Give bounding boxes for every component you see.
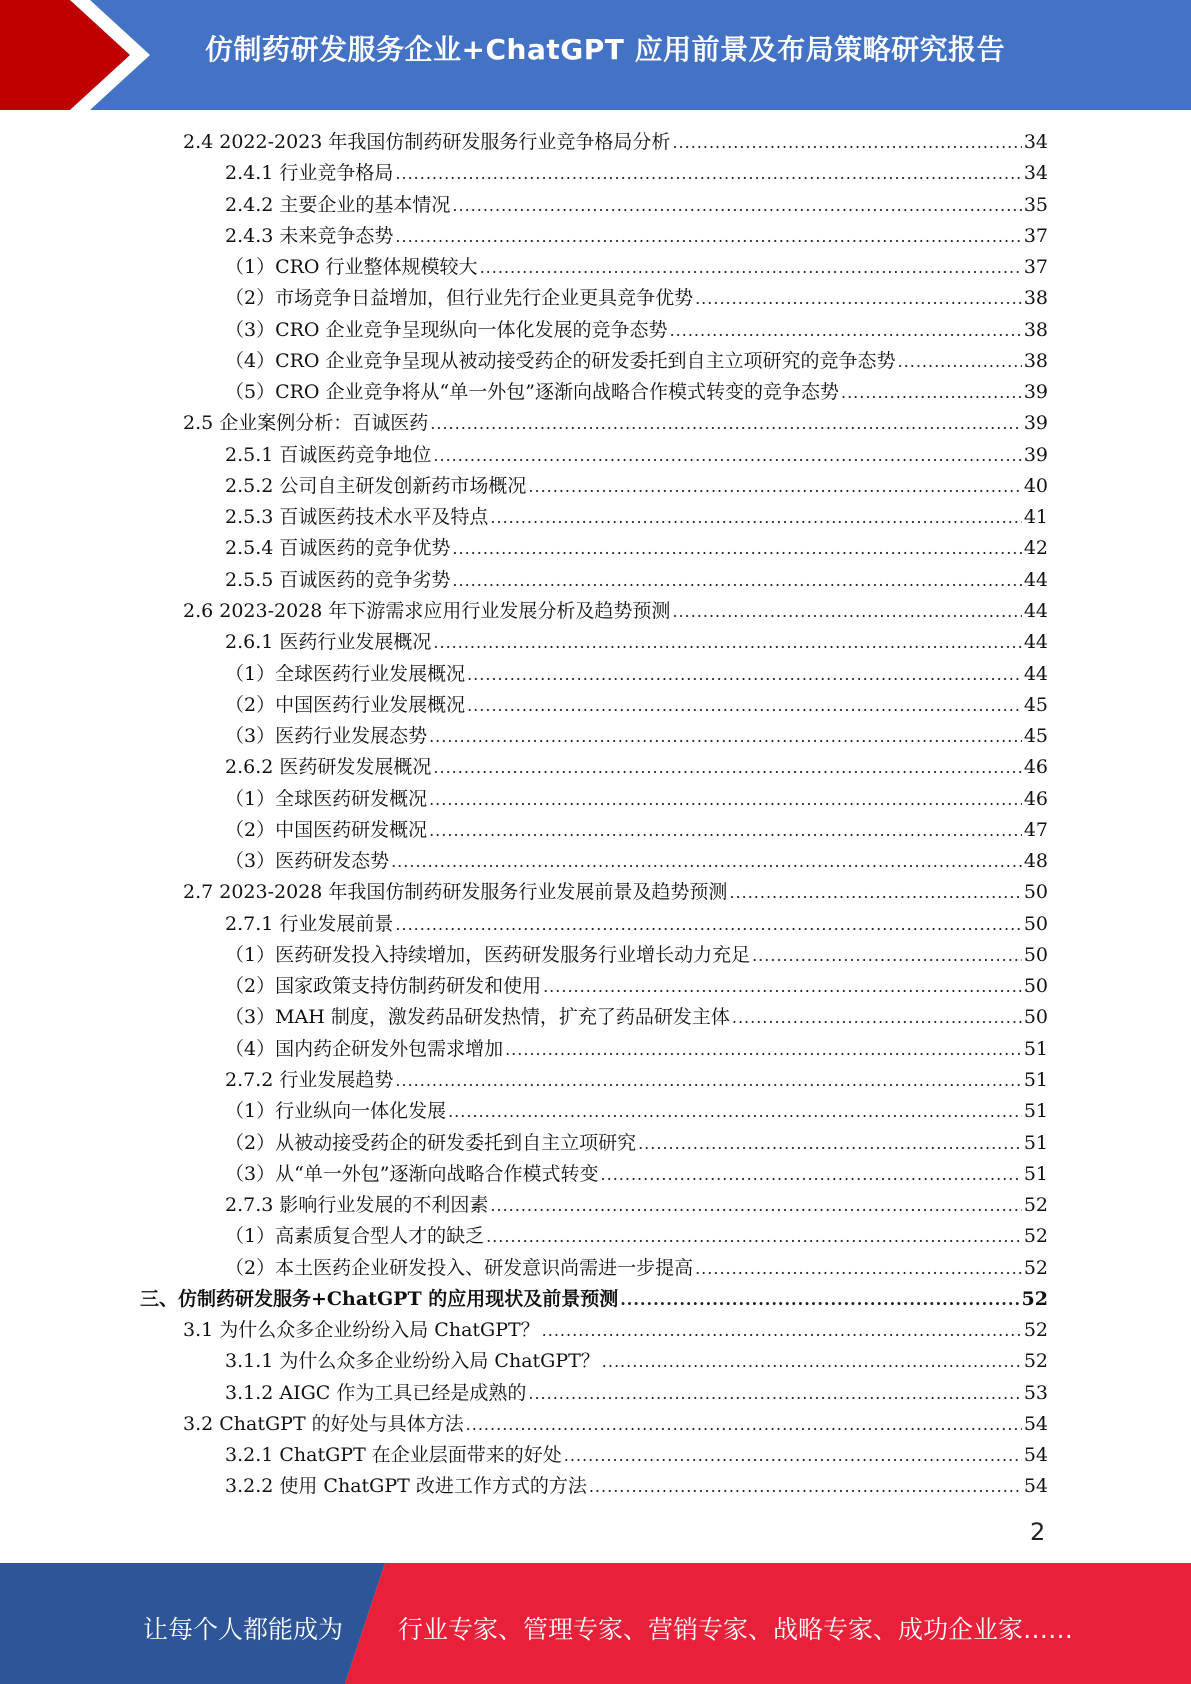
report-title: 仿制药研发服务企业+ChatGPT 应用前景及布局策略研究报告 [205, 33, 1006, 66]
toc-entry-title: （3）从“单一外包”逐渐向战略合作模式转变 [225, 1162, 599, 1185]
toc-entry-page: 45 [1023, 725, 1048, 748]
report-header [0, 0, 1191, 110]
toc-entry-page: 37 [1023, 256, 1048, 279]
toc-entry[interactable] [140, 565, 1048, 596]
toc-entry-page: 50 [1023, 975, 1048, 998]
toc-dot-leader [466, 1409, 1022, 1440]
toc-dot-leader [433, 440, 1021, 471]
toc-entry-title: 2.7 2023-2028 年我国仿制药研发服务行业发展前景及趋势预测 [183, 881, 728, 904]
toc-entry[interactable] [140, 471, 1048, 502]
toc-entry-page: 48 [1023, 850, 1048, 873]
toc-dot-leader [602, 1346, 1022, 1377]
toc-entry[interactable] [140, 1346, 1048, 1377]
toc-dot-leader [752, 940, 1022, 971]
toc-entry[interactable] [140, 502, 1048, 533]
toc-entry-page: 54 [1023, 1475, 1048, 1498]
toc-entry[interactable] [140, 1315, 1048, 1346]
toc-entry[interactable] [140, 1253, 1048, 1284]
toc-entry-page: 50 [1023, 881, 1048, 904]
toc-entry[interactable] [140, 1221, 1048, 1252]
toc-entry[interactable] [140, 596, 1048, 627]
toc-dot-leader [395, 221, 1021, 252]
toc-entry[interactable] [140, 158, 1048, 189]
toc-entry[interactable] [140, 1034, 1048, 1065]
toc-dot-leader [490, 502, 1021, 533]
toc-entry-page: 52 [1023, 1256, 1048, 1279]
toc-entry-page: 50 [1023, 1006, 1048, 1029]
toc-entry-page: 39 [1023, 412, 1048, 435]
toc-entry-title: （1）行业纵向一体化发展 [225, 1100, 447, 1123]
header-red-arrow-icon [0, 0, 150, 110]
toc-dot-leader [564, 1440, 1022, 1471]
toc-entry-title: 3.1 为什么众多企业纷纷入局 ChatGPT？ [183, 1319, 540, 1342]
toc-entry-title: （1）CRO 行业整体规模较大 [225, 256, 478, 279]
toc-dot-leader [542, 1315, 1022, 1346]
toc-entry-title: 2.5.5 百诚医药的竞争劣势 [225, 568, 451, 591]
toc-entry-title: （2）中国医药行业发展概况 [225, 693, 466, 716]
toc-entry-title: 2.5.3 百诚医药技术水平及特点 [225, 506, 489, 529]
toc-entry-page: 51 [1023, 1131, 1048, 1154]
toc-entry-title: （2）本土医药企业研发投入、研发意识尚需进一步提高 [225, 1256, 694, 1279]
toc-entry[interactable] [140, 1065, 1048, 1096]
toc-dot-leader [638, 1128, 1022, 1159]
toc-dot-leader [429, 721, 1022, 752]
toc-entry-page: 38 [1023, 287, 1048, 310]
toc-dot-leader [429, 815, 1022, 846]
toc-dot-leader [505, 1034, 1022, 1065]
toc-entry-page: 34 [1023, 162, 1048, 185]
toc-entry-page: 52 [1023, 1350, 1048, 1373]
toc-dot-leader [395, 1065, 1021, 1096]
toc-entry-title: 2.7.1 行业发展前景 [225, 912, 394, 935]
toc-entry-page: 51 [1023, 1100, 1048, 1123]
toc-dot-leader [467, 659, 1022, 690]
toc-dot-leader [729, 877, 1021, 908]
footer-slogan-right: 行业专家、管理专家、营销专家、战略专家、成功企业家…… [398, 1615, 1074, 1644]
toc-entry-title: （3）MAH 制度，激发药品研发热情，扩充了药品研发主体 [225, 1006, 730, 1029]
toc-entry[interactable] [140, 1471, 1048, 1502]
toc-entry[interactable] [140, 1190, 1048, 1221]
toc-entry-page: 51 [1023, 1037, 1048, 1060]
toc-dot-leader [672, 596, 1021, 627]
toc-entry-title: 2.4.3 未来竞争态势 [225, 224, 394, 247]
toc-entry-page: 44 [1023, 662, 1048, 685]
toc-entry-title: （2）中国医药研发概况 [225, 818, 428, 841]
toc-dot-leader [490, 1190, 1021, 1221]
toc-entry[interactable] [140, 377, 1048, 408]
toc-dot-leader [672, 127, 1021, 158]
toc-entry-page: 54 [1023, 1444, 1048, 1467]
footer-slogan-left: 让每个人都能成为 [143, 1615, 344, 1644]
toc-entry-page: 38 [1023, 349, 1048, 372]
toc-dot-leader [601, 1159, 1022, 1190]
toc-entry[interactable] [140, 1002, 1048, 1033]
toc-dot-leader [448, 1096, 1022, 1127]
toc-entry-page: 42 [1023, 537, 1048, 560]
toc-dot-leader [467, 690, 1022, 721]
toc-dot-leader [589, 1471, 1022, 1502]
toc-entry-title: （3）医药行业发展态势 [225, 725, 428, 748]
toc-entry[interactable] [140, 533, 1048, 564]
toc-entry-title: 3.2 ChatGPT 的好处与具体方法 [183, 1412, 464, 1435]
toc-entry-page: 54 [1023, 1412, 1048, 1435]
toc-entry-title: 2.6 2023-2028 年下游需求应用行业发展分析及趋势预测 [183, 599, 671, 622]
toc-entry[interactable] [140, 127, 1048, 158]
toc-dot-leader [433, 752, 1021, 783]
toc-entry[interactable] [140, 1159, 1048, 1190]
toc-dot-leader [433, 627, 1021, 658]
toc-entry-page: 53 [1023, 1381, 1048, 1404]
toc-dot-leader [841, 377, 1022, 408]
toc-entry[interactable] [140, 1284, 1048, 1315]
toc-entry[interactable] [140, 408, 1048, 439]
toc-entry[interactable] [140, 971, 1048, 1002]
toc-dot-leader [695, 1253, 1022, 1284]
toc-entry[interactable] [140, 190, 1048, 221]
toc-dot-leader [395, 909, 1021, 940]
toc-dot-leader [695, 283, 1022, 314]
toc-entry-title: （1）全球医药研发概况 [225, 787, 428, 810]
toc-dot-leader [395, 158, 1021, 189]
toc-entry-title: 3.1.2 AIGC 作为工具已经是成熟的 [225, 1381, 527, 1404]
toc-entry-title: （3）CRO 企业竞争呈现纵向一体化发展的竞争态势 [225, 318, 668, 341]
toc-entry-page: 47 [1023, 818, 1048, 841]
toc-entry-page: 52 [1021, 1287, 1048, 1310]
toc-entry[interactable] [140, 1378, 1048, 1409]
toc-dot-leader [528, 471, 1021, 502]
toc-entry[interactable] [140, 784, 1048, 815]
toc-entry-page: 50 [1023, 943, 1048, 966]
toc-entry-page: 39 [1023, 443, 1048, 466]
toc-entry-title: 3.2.2 使用 ChatGPT 改进工作方式的方法 [225, 1475, 587, 1498]
toc-dot-leader [452, 565, 1021, 596]
toc-dot-leader [898, 346, 1022, 377]
toc-entry[interactable] [140, 346, 1048, 377]
toc-entry-title: （5）CRO 企业竞争将从“单一外包”逐渐向战略合作模式转变的竞争态势 [225, 381, 839, 404]
toc-entry-title: 3.1.1 为什么众多企业纷纷入局 ChatGPT？ [225, 1350, 600, 1373]
toc-dot-leader [528, 1378, 1021, 1409]
table-of-contents [140, 127, 1048, 1503]
toc-entry-page: 38 [1023, 318, 1048, 341]
toc-entry-page: 44 [1023, 568, 1048, 591]
toc-entry-title: 三、仿制药研发服务+ChatGPT 的应用现状及前景预测 [140, 1287, 619, 1310]
toc-dot-leader [391, 846, 1022, 877]
page-number: 2 [1030, 1518, 1046, 1546]
toc-entry[interactable] [140, 283, 1048, 314]
toc-entry-page: 40 [1023, 474, 1048, 497]
toc-entry-page: 52 [1023, 1194, 1048, 1217]
toc-entry-page: 37 [1023, 224, 1048, 247]
toc-dot-leader [480, 252, 1022, 283]
toc-dot-leader [620, 1284, 1019, 1315]
toc-entry-page: 51 [1023, 1068, 1048, 1091]
toc-entry-title: （2）市场竞争日益增加，但行业先行企业更具竞争优势 [225, 287, 694, 310]
toc-dot-leader [732, 1002, 1022, 1033]
toc-entry[interactable] [140, 877, 1048, 908]
toc-entry-title: 2.5.2 公司自主研发创新药市场概况 [225, 474, 527, 497]
toc-entry-page: 34 [1023, 131, 1048, 153]
toc-entry[interactable] [140, 1096, 1048, 1127]
toc-entry-title: （2）国家政策支持仿制药研发和使用 [225, 975, 542, 998]
toc-entry[interactable] [140, 252, 1048, 283]
toc-entry-title: 3.2.1 ChatGPT 在企业层面带来的好处 [225, 1444, 562, 1467]
toc-entry[interactable] [140, 1128, 1048, 1159]
toc-entry-title: 2.4.1 行业竞争格局 [225, 162, 394, 185]
toc-entry-page: 35 [1023, 193, 1048, 216]
toc-entry[interactable] [140, 815, 1048, 846]
toc-entry-page: 45 [1023, 693, 1048, 716]
toc-entry[interactable] [140, 440, 1048, 471]
toc-entry-title: 2.5 企业案例分析：百诚医药 [183, 412, 429, 435]
toc-entry-page: 51 [1023, 1162, 1048, 1185]
toc-entry-title: 2.5.1 百诚医药竞争地位 [225, 443, 432, 466]
toc-dot-leader [543, 971, 1022, 1002]
toc-dot-leader [486, 1221, 1022, 1252]
toc-entry-title: 2.6.1 医药行业发展概况 [225, 631, 432, 654]
toc-entry[interactable] [140, 315, 1048, 346]
toc-entry-title: （1）医药研发投入持续增加，医药研发服务行业增长动力充足 [225, 943, 751, 966]
toc-entry[interactable] [140, 940, 1048, 971]
report-footer [0, 1563, 1191, 1684]
toc-dot-leader [430, 408, 1022, 439]
toc-entry[interactable] [140, 752, 1048, 783]
toc-entry[interactable] [140, 846, 1048, 877]
toc-dot-leader [452, 190, 1021, 221]
toc-entry-title: 2.6.2 医药研发发展概况 [225, 756, 432, 779]
toc-entry[interactable] [140, 627, 1048, 658]
toc-entry-page: 50 [1023, 912, 1048, 935]
toc-entry[interactable] [140, 1409, 1048, 1440]
toc-entry-title: （2）从被动接受药企的研发委托到自主立项研究 [225, 1131, 637, 1154]
toc-entry[interactable] [140, 221, 1048, 252]
toc-entry-title: 2.7.3 影响行业发展的不利因素 [225, 1194, 489, 1217]
toc-entry-page: 52 [1023, 1319, 1048, 1342]
toc-entry-page: 52 [1023, 1225, 1048, 1248]
toc-entry[interactable] [140, 721, 1048, 752]
toc-entry[interactable] [140, 690, 1048, 721]
toc-entry-page: 39 [1023, 381, 1048, 404]
toc-entry-title: （1）全球医药行业发展概况 [225, 662, 466, 685]
toc-entry-page: 44 [1023, 599, 1048, 622]
toc-entry-title: （3）医药研发态势 [225, 850, 390, 873]
toc-entry[interactable] [140, 659, 1048, 690]
toc-entry[interactable] [140, 909, 1048, 940]
toc-entry-title: 2.5.4 百诚医药的竞争优势 [225, 537, 451, 560]
toc-entry-title: 2.4 2022-2023 年我国仿制药研发服务行业竞争格局分析 [183, 131, 671, 153]
toc-dot-leader [429, 784, 1022, 815]
toc-entry-page: 41 [1023, 506, 1048, 529]
toc-entry-page: 46 [1023, 787, 1048, 810]
toc-entry-title: （4）国内药企研发外包需求增加 [225, 1037, 504, 1060]
toc-dot-leader [452, 533, 1021, 564]
toc-entry-title: （4）CRO 企业竞争呈现从被动接受药企的研发委托到自主立项研究的竞争态势 [225, 349, 896, 372]
toc-entry-title: 2.4.2 主要企业的基本情况 [225, 193, 451, 216]
toc-entry-page: 46 [1023, 756, 1048, 779]
toc-entry-title: （1）高素质复合型人才的缺乏 [225, 1225, 485, 1248]
toc-dot-leader [670, 315, 1022, 346]
toc-entry-page: 44 [1023, 631, 1048, 654]
toc-entry[interactable] [140, 1440, 1048, 1471]
toc-entry-title: 2.7.2 行业发展趋势 [225, 1068, 394, 1091]
